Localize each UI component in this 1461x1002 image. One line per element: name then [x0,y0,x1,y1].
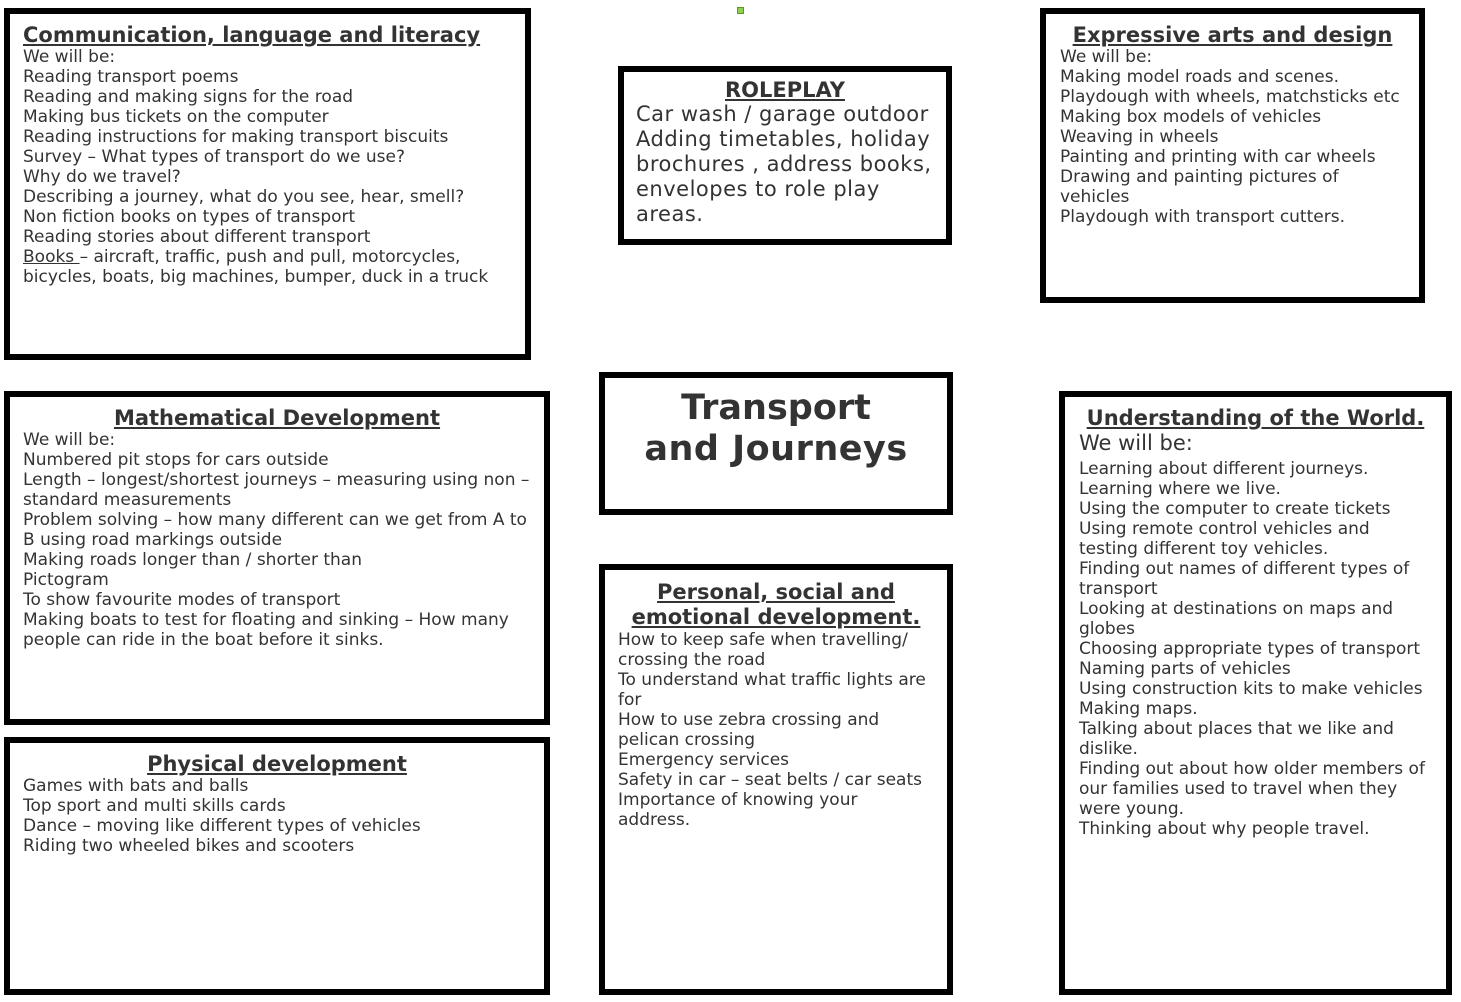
maths-line: Making roads longer than / shorter than [23,550,362,570]
expressive-arts-title: Expressive arts and design [1072,23,1393,47]
roleplay-line: Car wash / garage outdoor [636,102,929,126]
communication-line: Reading and making signs for the road [23,87,354,107]
expressive-arts-line: Drawing and painting pictures of vehicles [1060,167,1339,207]
physical-line: Riding two wheeled bikes and scooters [23,836,355,856]
communication-line: Making bus tickets on the computer [23,107,329,127]
topic-title-line-1: Transport [681,388,871,428]
communication-line: Describing a journey, what do you see, hear, smell? [23,187,465,207]
world-line: Learning where we live. [1079,479,1281,499]
maths-line: We will be: [23,430,116,450]
physical-line: Top sport and multi skills cards [23,796,286,816]
world-line: Naming parts of vehicles [1079,659,1291,679]
maths-line: Making boats to test for floating and sinking – How many people can ride in the boat before it sinks. [23,610,509,650]
personal-line: Safety in car – seat belts / car seats [618,770,922,790]
maths-line: Pictogram [23,570,109,590]
selection-handle[interactable] [737,7,744,14]
world-line: Thinking about why people travel. [1079,819,1370,839]
physical-development-box [4,737,550,995]
personal-line: How to keep safe when travelling/ crossing the road [618,630,908,670]
personal-line: How to use zebra crossing and pelican crossing [618,710,880,750]
expressive-arts-line: Playdough with transport cutters. [1060,207,1345,227]
world-line: Using remote control vehicles and testing different toy vehicles. [1079,519,1370,559]
books-text: – aircraft, traffic, push and pull, motorcycles, bicycles, boats, big machines, bumper, duck in a truck [23,247,489,287]
communication-line: Survey – What types of transport do we use? [23,147,405,167]
world-line: Talking about places that we like and dislike. [1079,719,1394,759]
books-label: Books [23,247,80,267]
maths-line: Numbered pit stops for cars outside [23,450,329,470]
communication-line: We will be: [23,47,116,67]
topic-title-line-2: and Journeys [644,429,908,469]
roleplay-line: Adding timetables, holiday brochures , address books, envelopes to role play areas. [636,127,932,226]
maths-line: Problem solving – how many different can we get from A to B using road markings outside [23,510,527,550]
roleplay-box [618,66,952,245]
communication-line: Why do we travel? [23,167,181,187]
world-line: Making maps. [1079,699,1198,719]
expressive-arts-line: Weaving in wheels [1060,127,1219,147]
maths-line: Length – longest/shortest journeys – measuring using non – standard measurements [23,470,530,510]
understanding-world-box [1059,391,1452,995]
expressive-arts-line: Playdough with wheels, matchsticks etc [1060,87,1400,107]
expressive-arts-line: Painting and printing with car wheels [1060,147,1376,167]
understanding-world-intro: We will be: [1079,431,1193,455]
world-line: Using the computer to create tickets [1079,499,1391,519]
personal-social-title: Personal, social and emotional development. [631,580,921,629]
personal-social-box [599,564,953,995]
world-line: Choosing appropriate types of transport [1079,639,1421,659]
world-line: Learning about different journeys. [1079,459,1369,479]
expressive-arts-line: Making box models of vehicles [1060,107,1322,127]
personal-line: Importance of knowing your address. [618,790,858,830]
roleplay-title: ROLEPLAY [725,78,845,102]
mathematical-development-title: Mathematical Development [113,406,441,430]
communication-title: Communication, language and literacy [23,23,481,47]
personal-line: Emergency services [618,750,790,770]
topic-title-box [599,372,953,515]
expressive-arts-box [1040,8,1425,303]
maths-line: To show favourite modes of transport [23,590,341,610]
understanding-world-title: Understanding of the World. [1086,406,1425,430]
personal-line: To understand what traffic lights are for [618,670,926,710]
communication-line: Reading transport poems [23,67,239,87]
world-line: Finding out names of different types of transport [1079,559,1410,599]
world-line: Looking at destinations on maps and globes [1079,599,1394,639]
world-line: Using construction kits to make vehicles [1079,679,1423,699]
communication-line: Non fiction books on types of transport [23,207,356,227]
world-line: Finding out about how older members of our families used to travel when they were young. [1079,759,1425,819]
topic-title [613,388,939,470]
communication-line: Reading instructions for making transport biscuits [23,127,449,147]
physical-line: Dance – moving like different types of vehicles [23,816,421,836]
physical-development-title: Physical development [147,752,407,776]
expressive-arts-line: Making model roads and scenes. [1060,67,1339,87]
expressive-arts-line: We will be: [1060,47,1153,67]
communication-line: Reading stories about different transport [23,227,371,247]
mathematical-development-box [4,391,550,725]
communication-box [4,8,531,360]
communication-books-line [23,247,512,287]
physical-line: Games with bats and balls [23,776,249,796]
